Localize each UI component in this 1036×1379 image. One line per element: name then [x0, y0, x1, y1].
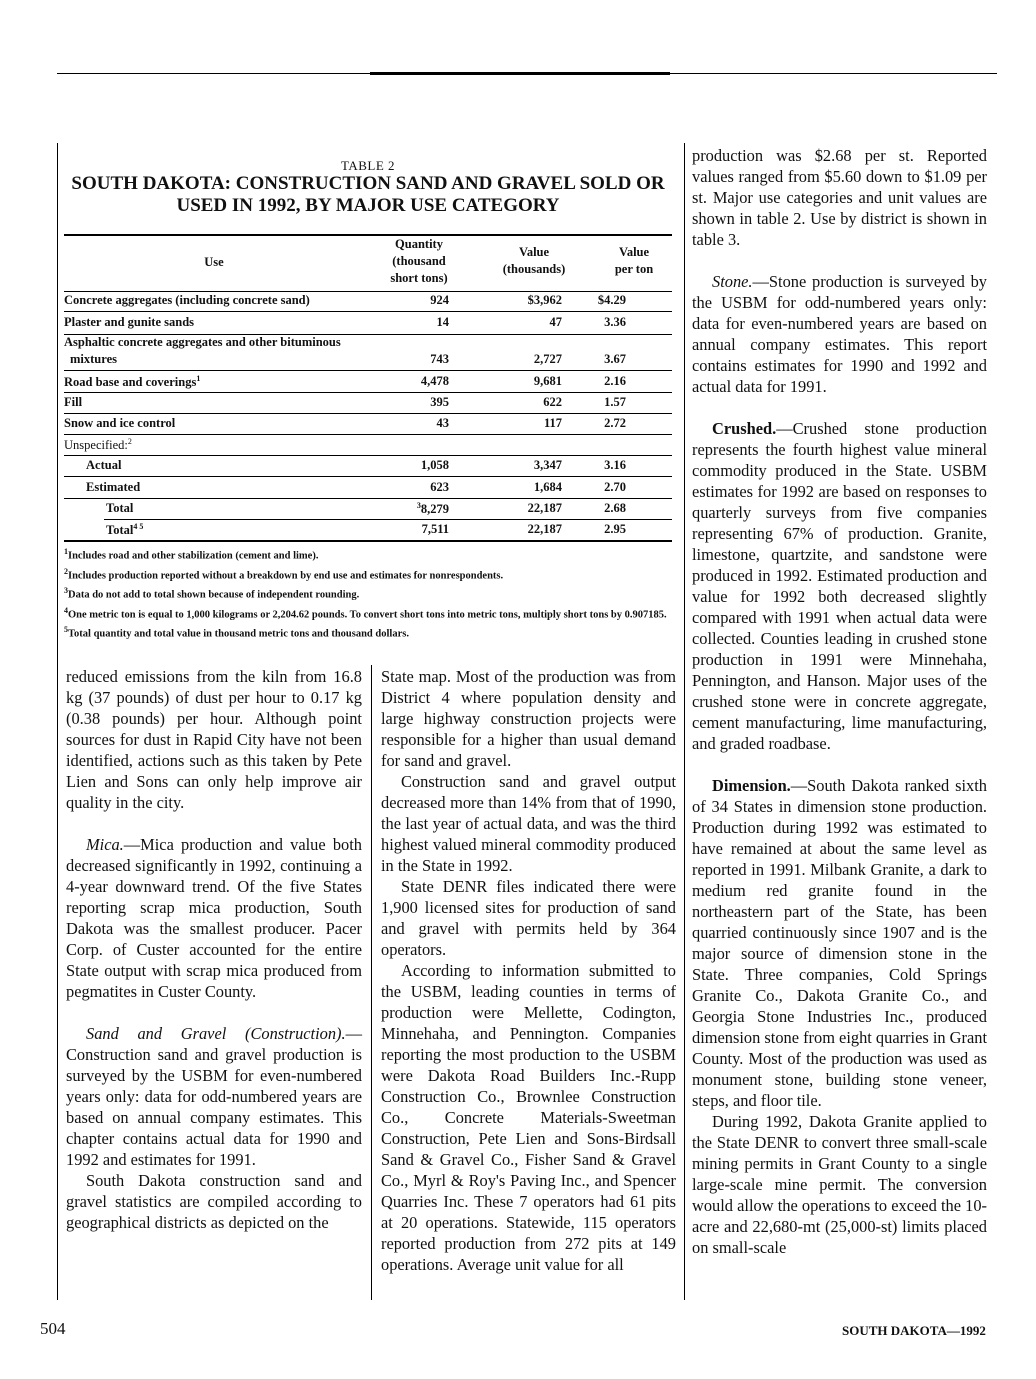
footnote: $^2$Includes production reported without a breakdown by end use and estimates for nonrespondents. — [64, 566, 504, 581]
column-rule — [371, 665, 372, 1300]
table-rule — [64, 413, 672, 414]
column-rule — [684, 143, 685, 1300]
table-rule — [64, 311, 672, 312]
column-rule — [57, 143, 58, 1300]
paragraph: Construction sand and gravel output decreased more than 14% from that of 1990, the last year of actual data, and was the third highest valued mineral commodity produced in the State in 1992. — [381, 772, 676, 875]
header-quantity: Quantity (thousand short tons) — [390, 237, 448, 285]
section-heading: Crushed. — [712, 419, 777, 438]
table-label: TABLE 2 — [340, 158, 396, 173]
footnote: $^5$Total quantity and total value in thousand metric tons and thousand dollars. — [64, 625, 409, 640]
table-footnotes — [64, 544, 694, 642]
paragraph: reduced emissions from the kiln from 16.8 kg (37 pounds) of dust per hour to 0.17 kg (0.38 pounds) per hour. Although point sources for dust in Rapid City have not been identified, actions such as this taken by Pete Lien and Sons can only help improve air quality in the city. — [66, 667, 362, 812]
top-rule-accent — [370, 72, 670, 75]
paragraph: Dimension.—South Dakota ranked sixth of 34 States in dimension stone production. Production during 1992 was estimated to have remained at about the same level as reported in 1991. Milbank Granite, a dark to medium red granite found in the northeastern part of the State, has been quarried continuously since 1907 and is the major source of dimension stone in the State. Three companies, Cold Springs Granite Co., Dakota Granite Co., and Georgia Stone Industries Inc., produced dimension stone from eight quarries in Grant County. Most of the production was used as monument stone, building stone veneer, steps, and floor tile. — [692, 776, 987, 1110]
paragraph: Sand and Gravel (Construction).— Construction sand and gravel production is surveyed by the USBM for even-numbered years only: data for odd-numbered years are based on annual company estimates. This chapter contains actual data for 1990 and 1992 and estimates for 1991. — [66, 1024, 362, 1169]
section-heading: Dimension. — [712, 776, 791, 795]
section-heading: Stone. — [712, 272, 753, 291]
left-column — [66, 666, 362, 1233]
middle-column — [381, 666, 676, 1275]
table-rule — [64, 392, 672, 393]
table-rule — [64, 455, 672, 456]
table-rule — [64, 234, 672, 236]
section-heading: Mica. — [86, 835, 124, 854]
table-rule — [64, 540, 672, 542]
right-column — [692, 145, 987, 1258]
table-rule — [64, 498, 672, 499]
paragraph: According to information submitted to the USBM, leading counties in terms of production were Mellette, Codington, Minnehaha, and Pennington. Companies reporting the most production to the USBM were Dakota Road Builders Inc.-Rupp Construction Co., Brownlee Construction Co., Concrete Materials-Sweetman Construction, Pete Lien and Sons-Birdsall Sand & Gravel Co., Fisher Sand & Gravel Co., Myrl & Roy's Paving Inc., and Spencer Quarries Inc. These 7 operators had 61 pits at 20 operations. Statewide, 115 operators reported production from 272 pits at 149 operations. Average unit value for all — [381, 961, 676, 1274]
table-rule — [104, 519, 672, 520]
table-rule — [64, 434, 672, 435]
page-number: 504 — [40, 1319, 66, 1338]
table-rule — [64, 370, 672, 371]
paragraph: During 1992, Dakota Granite applied to the State DENR to convert three small-scale mining permits in Grant County to a single large-scale mine permit. The conversion would allow the operations to exceed the 10-acre and 22,680-mt (25,000-st) limits placed on small-scale — [692, 1112, 987, 1257]
paragraph: production was $2.68 per st. Reported values ranged from $5.60 down to $1.09 per st. Major use categories and unit values are shown in table 2. Use by district is shown in table 3. — [692, 146, 987, 249]
paragraph: Mica.—Mica production and value both decreased significantly in 1992, continuing a 4-year downward trend. Of the five States reporting scrap mica production, South Dakota was the smallest producer. Pacer Corp. of Custer accounted for the entire State output with scrap mica produced from pegmatites in Custer County. — [66, 835, 362, 1001]
table-title: SOUTH DAKOTA: CONSTRUCTION SAND AND GRAVEL SOLD OR USED IN 1992, BY MAJOR USE CATEGORY — [71, 173, 665, 216]
paragraph: Crushed.—Crushed stone production represents the fourth highest value mineral commodity produced in the State. USBM estimates for 1992 are based on responses to quarterly surveys from five companies representing 67% of production. Granite, limestone, quartzite, and sandstone were produced in 1992. Estimated production and value for 1992 both decreased slightly compared with 1991 when actual data were collected. Counties leading in crushed stone production in 1991 were Minnehaha, Pennington, and Hanson. Major uses of the crushed stone were in concrete aggregate, cement manufacturing, lime manufacturing, and graded roadbase. — [692, 419, 987, 753]
paragraph: State map. Most of the production was from District 4 where population density and large highway construction projects were responsible for a higher than usual demand for sand and gravel. — [381, 667, 676, 770]
header-value-per-ton: Value per ton — [614, 245, 654, 276]
running-head: SOUTH DAKOTA—1992 — [842, 1323, 986, 1338]
table-rule — [64, 291, 672, 292]
footnote: $^1$Includes road and other stabilization (cement and lime). — [64, 547, 319, 562]
paragraph: South Dakota construction sand and gravel statistics are compiled according to geographical districts as depicted on the — [66, 1171, 362, 1232]
header-value: Value (thousands) — [502, 245, 566, 276]
paragraph: State DENR files indicated there were 1,900 licensed sites for production of sand and gravel with permits held by 364 operators. — [381, 877, 676, 959]
footnote: $^4$One metric ton is equal to 1,000 kilograms or 2,204.62 pounds. To convert short tons into metric tons, multiply short tons by 0.907185. — [64, 605, 667, 620]
section-heading: Sand and Gravel (Construction). — [86, 1024, 346, 1043]
paragraph: Stone.—Stone production is surveyed by the USBM for odd-numbered years only: data for even-numbered years are based on annual company estimates. This report contains estimates for 1990 and 1992 and actual data for 1991. — [692, 272, 987, 396]
footnote: $^3$Data do not add to total shown because of independent rounding. — [64, 586, 360, 601]
table-rule — [64, 476, 672, 477]
header-use: Use — [204, 255, 224, 269]
